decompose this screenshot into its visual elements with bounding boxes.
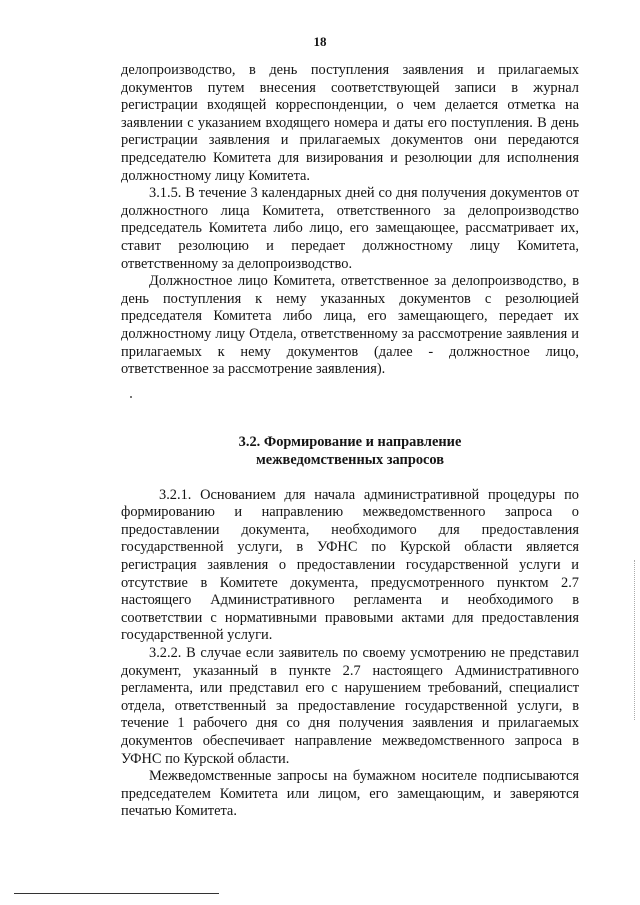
- footnote-rule: [14, 893, 219, 894]
- page-number: 18: [313, 34, 327, 49]
- scan-speck: [130, 396, 132, 398]
- section-heading: [121, 433, 579, 469]
- paragraph: 3.2.2. В случае если заявитель по своему усмотрению не представил документ, указанный в пункте 2.7 настоящего Административного регламента, или представил его с нарушением требований, специалист отдела, ответственный за предоставление государственной услуги, в течение 1 рабочего дня со дня получения заявления и прилагаемых документов обеспечивает направление межведомственного запроса в УФНС по Курской области.: [121, 645, 579, 767]
- section-heading-line: 3.2. Формирование и направление: [238, 433, 462, 450]
- paragraph: Должностное лицо Комитета, ответственное за делопроизводство, в день поступления к нему указанных документов с резолюцией председателя Комитета либо лица, его замещающего, передает их должностному лицу Отдела, ответственному за рассмотрение заявления и прилагаемых к нему документов (далее - должностное лицо, ответственное за рассмотрение заявления).: [121, 273, 579, 378]
- scan-edge-marks: [634, 560, 636, 720]
- paragraph: 3.2.1. Основанием для начала административной процедуры по формированию и направлению межведомственного запроса о предоставлении документа, необходимого для предоставления государственной услуги, в УФНС по Курской области является регистрация заявления о предоставлении государственной услуги и отсутствие в Комитете документа, предусмотренного пунктом 2.7 настоящего Административного регламента и необходимого в соответствии с нормативными правовыми актами для предоставления государственной услуги.: [121, 486, 579, 644]
- section-heading-line: межведомственных запросов: [255, 451, 445, 468]
- document-body: [121, 62, 579, 821]
- paragraph: 3.1.5. В течение 3 календарных дней со дня получения документов от должностного лица Комитета, ответственного за делопроизводство председатель Комитета либо лицо, его замещающее, рассматривает их, ставит резолюцию и передает должностному лицу Комитета, ответственному за делопроизводство.: [121, 185, 579, 272]
- paragraph: делопроизводство, в день поступления заявления и прилагаемых документов путем внесения соответствующей записи в журнал регистрации входящей корреспонденции, о чем делается отметка на заявлении с указанием входящего номера и даты его поступления. В день регистрации заявления и прилагаемых документов они передаются председателю Комитета для визирования и резолюции для исполнения должностному лицу Комитета.: [121, 62, 579, 184]
- paragraph: Межведомственные запросы на бумажном носителе подписываются председателем Комитета или лицом, его замещающим, и заверяются печатью Комитета.: [121, 768, 579, 820]
